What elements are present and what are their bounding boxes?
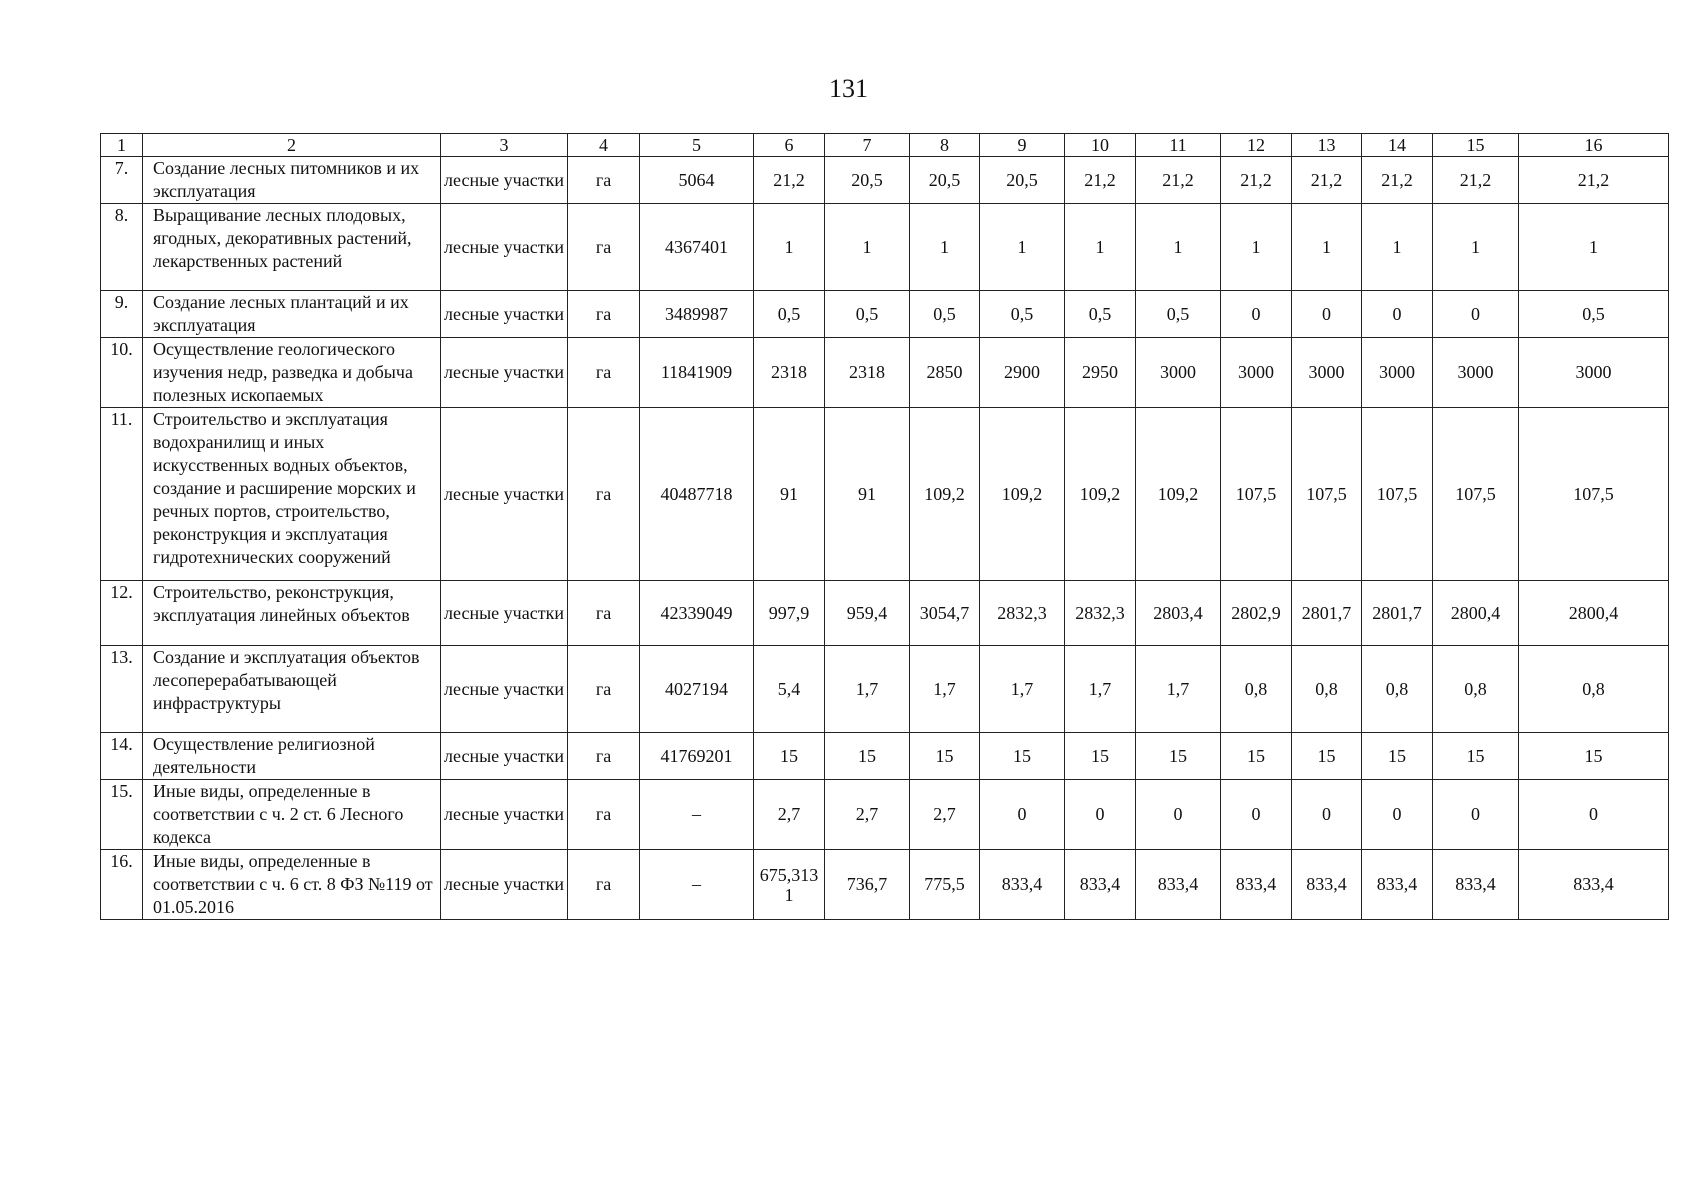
value-cell: 2832,3	[1065, 581, 1136, 646]
table-row	[101, 408, 1669, 581]
value-cell: 21,2	[1136, 157, 1221, 204]
header-cell: 11	[1136, 134, 1221, 157]
row-number: 13.	[101, 646, 143, 733]
value-cell: 21,2	[1519, 157, 1669, 204]
total-area: 42339049	[640, 581, 754, 646]
usage-type-name: Создание лесных плантаций и их эксплуатация	[143, 291, 441, 338]
total-area: 41769201	[640, 733, 754, 780]
value-cell: 15	[1519, 733, 1669, 780]
header-cell: 9	[980, 134, 1065, 157]
table-row	[101, 646, 1669, 733]
value-cell: 0	[980, 780, 1065, 850]
value-cell: 0,5	[1519, 291, 1669, 338]
page-number: 131	[829, 74, 868, 103]
value-cell: 0	[1292, 291, 1362, 338]
value-cell: 1,7	[980, 646, 1065, 733]
value-cell: 833,4	[1292, 850, 1362, 920]
header-cell: 14	[1362, 134, 1433, 157]
value-cell: 775,5	[910, 850, 980, 920]
value-cell: 109,2	[980, 408, 1065, 581]
header-cell: 6	[754, 134, 825, 157]
row-number: 8.	[101, 204, 143, 291]
total-area: –	[640, 850, 754, 920]
value-cell: 2318	[825, 338, 910, 408]
value-cell: 1	[1433, 204, 1519, 291]
value-cell: 959,4	[825, 581, 910, 646]
data-table	[100, 133, 1669, 920]
land-category: лесные участки	[441, 338, 568, 408]
total-area: 40487718	[640, 408, 754, 581]
value-cell: 21,2	[1362, 157, 1433, 204]
header-cell: 5	[640, 134, 754, 157]
header-cell: 13	[1292, 134, 1362, 157]
value-cell: 109,2	[910, 408, 980, 581]
value-cell: 15	[1362, 733, 1433, 780]
total-area: 5064	[640, 157, 754, 204]
land-category: лесные участки	[441, 291, 568, 338]
value-cell: 15	[910, 733, 980, 780]
value-cell: 736,7	[825, 850, 910, 920]
value-cell: 2900	[980, 338, 1065, 408]
value-cell: 833,4	[1221, 850, 1292, 920]
value-cell: 0,8	[1519, 646, 1669, 733]
value-cell: 3054,7	[910, 581, 980, 646]
value-cell: 2832,3	[980, 581, 1065, 646]
unit: га	[568, 291, 640, 338]
header-cell: 3	[441, 134, 568, 157]
usage-type-name: Иные виды, определенные в соответствии с ч. 2 ст. 6 Лесного кодекса	[143, 780, 441, 850]
unit: га	[568, 157, 640, 204]
header-cell: 8	[910, 134, 980, 157]
total-area: 3489987	[640, 291, 754, 338]
value-cell: 5,4	[754, 646, 825, 733]
value-cell: 15	[825, 733, 910, 780]
value-cell: 1	[1065, 204, 1136, 291]
table-row	[101, 733, 1669, 780]
total-area: –	[640, 780, 754, 850]
value-cell: 833,4	[1065, 850, 1136, 920]
value-cell: 0,5	[754, 291, 825, 338]
value-cell: 107,5	[1292, 408, 1362, 581]
value-cell: 3000	[1433, 338, 1519, 408]
value-cell: 107,5	[1362, 408, 1433, 581]
value-cell: 833,4	[1519, 850, 1669, 920]
value-cell: 2800,4	[1433, 581, 1519, 646]
usage-type-name: Создание лесных питомников и их эксплуатация	[143, 157, 441, 204]
usage-type-name: Строительство и эксплуатация водохранилищ и иных искусственных водных объектов, создание и расширение морских и речных портов, строительство, реконструкция и эксплуатация гидротехнических сооружений	[143, 408, 441, 581]
table-row	[101, 204, 1669, 291]
value-cell: 0	[1221, 780, 1292, 850]
value-cell: 1	[1136, 204, 1221, 291]
value-cell: 1	[1292, 204, 1362, 291]
value-cell: 1,7	[825, 646, 910, 733]
table-row	[101, 338, 1669, 408]
row-number: 16.	[101, 850, 143, 920]
row-number: 11.	[101, 408, 143, 581]
value-cell: 0,5	[910, 291, 980, 338]
header-cell: 16	[1519, 134, 1669, 157]
value-cell: 1	[1519, 204, 1669, 291]
value-cell: 15	[980, 733, 1065, 780]
value-cell: 21,2	[1292, 157, 1362, 204]
row-number: 15.	[101, 780, 143, 850]
value-cell: 0	[1065, 780, 1136, 850]
value-cell: 2850	[910, 338, 980, 408]
value-cell: 0,8	[1433, 646, 1519, 733]
value-cell: 2801,7	[1362, 581, 1433, 646]
value-cell: 0	[1221, 291, 1292, 338]
unit: га	[568, 780, 640, 850]
header-cell: 7	[825, 134, 910, 157]
value-cell: 0,8	[1362, 646, 1433, 733]
value-cell: 833,4	[980, 850, 1065, 920]
row-number: 10.	[101, 338, 143, 408]
value-cell: 91	[754, 408, 825, 581]
value-cell: 0	[1292, 780, 1362, 850]
row-number: 7.	[101, 157, 143, 204]
value-cell: 1	[1362, 204, 1433, 291]
value-cell: 675,3131	[754, 850, 825, 920]
value-cell: 0	[1433, 291, 1519, 338]
value-cell: 3000	[1362, 338, 1433, 408]
value-cell: 0,8	[1292, 646, 1362, 733]
value-cell: 0,5	[1136, 291, 1221, 338]
header-row	[101, 134, 1669, 157]
value-cell: 21,2	[1433, 157, 1519, 204]
land-category: лесные участки	[441, 780, 568, 850]
land-category: лесные участки	[441, 408, 568, 581]
total-area: 11841909	[640, 338, 754, 408]
value-cell: 1,7	[910, 646, 980, 733]
value-cell: 1	[1221, 204, 1292, 291]
value-cell: 21,2	[754, 157, 825, 204]
value-cell: 21,2	[1065, 157, 1136, 204]
value-cell: 3000	[1292, 338, 1362, 408]
value-cell: 0,5	[825, 291, 910, 338]
unit: га	[568, 850, 640, 920]
header-cell: 10	[1065, 134, 1136, 157]
value-cell: 20,5	[910, 157, 980, 204]
value-cell: 833,4	[1433, 850, 1519, 920]
value-cell: 15	[1136, 733, 1221, 780]
header-cell: 15	[1433, 134, 1519, 157]
value-cell: 15	[1292, 733, 1362, 780]
table-row	[101, 780, 1669, 850]
header-cell: 4	[568, 134, 640, 157]
value-cell: 20,5	[825, 157, 910, 204]
table-row	[101, 157, 1669, 204]
header-cell: 12	[1221, 134, 1292, 157]
value-cell: 0,5	[1065, 291, 1136, 338]
unit: га	[568, 646, 640, 733]
unit: га	[568, 581, 640, 646]
table-row	[101, 291, 1669, 338]
unit: га	[568, 408, 640, 581]
usage-type-name: Создание и эксплуатация объектов лесоперерабатывающей инфраструктуры	[143, 646, 441, 733]
land-category: лесные участки	[441, 157, 568, 204]
value-cell: 3000	[1221, 338, 1292, 408]
value-cell: 91	[825, 408, 910, 581]
value-cell: 2,7	[910, 780, 980, 850]
row-number: 14.	[101, 733, 143, 780]
row-number: 9.	[101, 291, 143, 338]
total-area: 4027194	[640, 646, 754, 733]
table-row	[101, 850, 1669, 920]
value-cell: 833,4	[1136, 850, 1221, 920]
value-cell: 0	[1433, 780, 1519, 850]
unit: га	[568, 338, 640, 408]
value-cell: 0	[1136, 780, 1221, 850]
value-cell: 15	[1065, 733, 1136, 780]
value-cell: 2802,9	[1221, 581, 1292, 646]
value-cell: 3000	[1519, 338, 1669, 408]
value-cell: 107,5	[1433, 408, 1519, 581]
value-cell: 20,5	[980, 157, 1065, 204]
value-cell: 1	[825, 204, 910, 291]
value-cell: 2950	[1065, 338, 1136, 408]
value-cell: 0,8	[1221, 646, 1292, 733]
value-cell: 1,7	[1065, 646, 1136, 733]
value-cell: 3000	[1136, 338, 1221, 408]
value-cell: 21,2	[1221, 157, 1292, 204]
value-cell: 107,5	[1519, 408, 1669, 581]
header-cell: 1	[101, 134, 143, 157]
usage-type-name: Иные виды, определенные в соответствии с ч. 6 ст. 8 ФЗ №119 от 01.05.2016	[143, 850, 441, 920]
value-cell: 1	[980, 204, 1065, 291]
value-cell: 0	[1519, 780, 1669, 850]
usage-type-name: Осуществление религиозной деятельности	[143, 733, 441, 780]
row-number: 12.	[101, 581, 143, 646]
total-area: 4367401	[640, 204, 754, 291]
value-cell: 15	[1433, 733, 1519, 780]
land-category: лесные участки	[441, 204, 568, 291]
value-cell: 15	[1221, 733, 1292, 780]
value-cell: 2800,4	[1519, 581, 1669, 646]
value-cell: 109,2	[1065, 408, 1136, 581]
table-body	[101, 134, 1669, 920]
value-cell: 997,9	[754, 581, 825, 646]
unit: га	[568, 733, 640, 780]
land-category: лесные участки	[441, 581, 568, 646]
value-cell: 2801,7	[1292, 581, 1362, 646]
value-cell: 0	[1362, 780, 1433, 850]
unit: га	[568, 204, 640, 291]
value-cell: 2,7	[825, 780, 910, 850]
value-cell: 2803,4	[1136, 581, 1221, 646]
value-cell: 107,5	[1221, 408, 1292, 581]
header-cell: 2	[143, 134, 441, 157]
land-category: лесные участки	[441, 646, 568, 733]
value-cell: 15	[754, 733, 825, 780]
usage-type-name: Строительство, реконструкция, эксплуатация линейных объектов	[143, 581, 441, 646]
land-category: лесные участки	[441, 850, 568, 920]
value-cell: 0,5	[980, 291, 1065, 338]
value-cell: 1	[910, 204, 980, 291]
table-row	[101, 581, 1669, 646]
usage-type-name: Выращивание лесных плодовых, ягодных, декоративных растений, лекарственных растений	[143, 204, 441, 291]
usage-type-name: Осуществление геологического изучения недр, разведка и добыча полезных ископаемых	[143, 338, 441, 408]
value-cell: 833,4	[1362, 850, 1433, 920]
land-category: лесные участки	[441, 733, 568, 780]
value-cell: 0	[1362, 291, 1433, 338]
value-cell: 2318	[754, 338, 825, 408]
value-cell: 2,7	[754, 780, 825, 850]
value-cell: 1,7	[1136, 646, 1221, 733]
value-cell: 1	[754, 204, 825, 291]
value-cell: 109,2	[1136, 408, 1221, 581]
